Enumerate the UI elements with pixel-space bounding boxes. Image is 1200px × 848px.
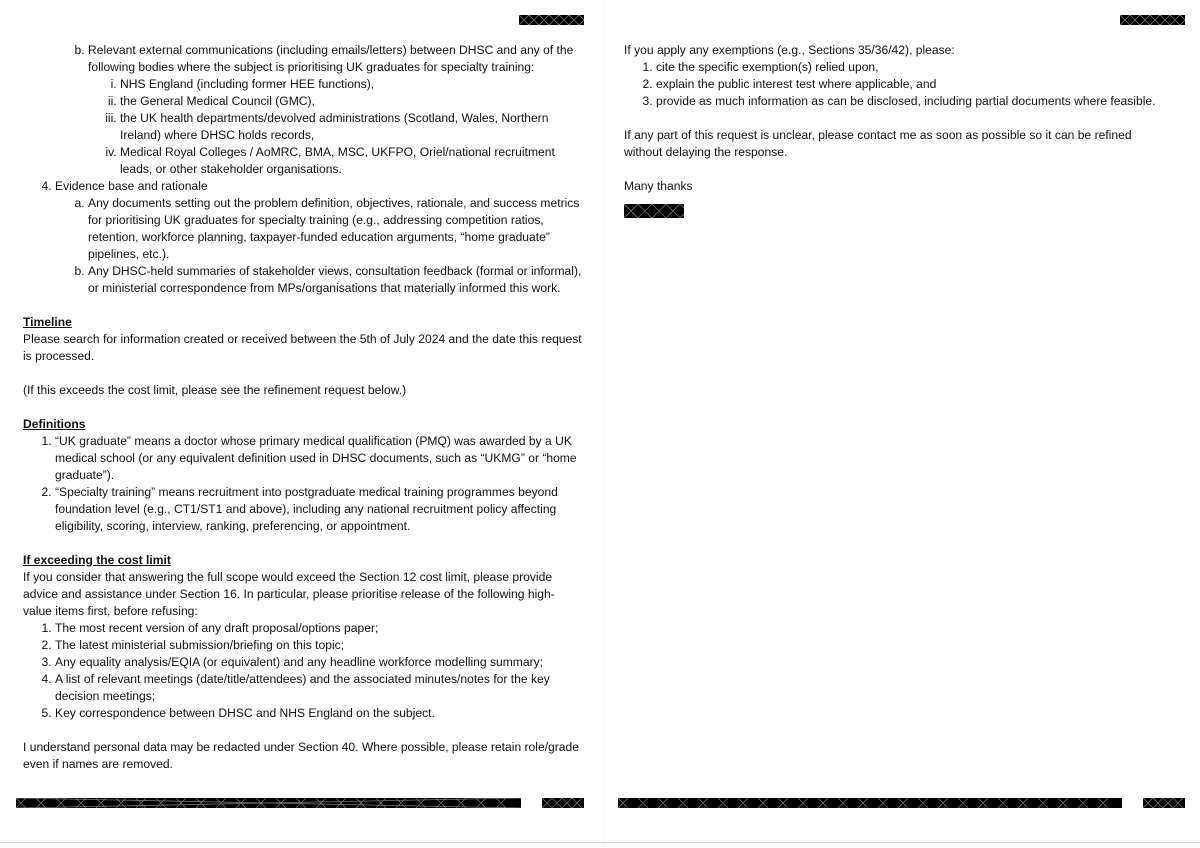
timeline-note: (If this exceeds the cost limit, please see the refinement request below.)	[23, 383, 407, 397]
item-b-text: Relevant external communications (including emails/letters) between DHSC and any of the following bodies where the subject is prioritising UK graduates for specialty training:	[88, 43, 574, 74]
bodies-list	[88, 76, 583, 178]
definitions-heading: Definitions	[23, 417, 86, 431]
list-item: iv. Medical Royal Colleges / AoMRC, BMA, MSC, UKFPO, Oriel/national recruitment leads, or other stakeholder organisations.	[120, 144, 583, 178]
signoff-text: Many thanks	[624, 179, 693, 193]
list-item: 3. provide as much information as can be disclosed, including partial documents where feasible.	[656, 93, 1164, 110]
list-item	[55, 178, 583, 297]
list-item: b. Any DHSC-held summaries of stakeholder views, consultation feedback (formal or informal), or ministerial correspondence from MPs/organisations that materially informed this work.	[88, 263, 583, 297]
definitions-list	[23, 433, 583, 535]
bottom-edge	[0, 842, 1200, 843]
cost-limit-heading: If exceeding the cost limit	[23, 553, 171, 567]
footer-redaction-left-short	[542, 798, 584, 808]
header-redaction-right	[1120, 15, 1185, 25]
list-item: ii. the General Medical Council (GMC),	[120, 93, 583, 110]
list-item: 2. explain the public interest test where applicable, and	[656, 76, 1164, 93]
item-4-title: Evidence base and rationale	[55, 179, 208, 193]
exemptions-list	[624, 59, 1164, 110]
request-list-item-4	[23, 178, 583, 297]
unclear-text: If any part of this request is unclear, please contact me as soon as possible so it can be refined without delaying the response.	[624, 128, 1132, 159]
list-item: 5. Key correspondence between DHSC and NHS England on the subject.	[55, 705, 583, 722]
footer-redaction-right-long	[618, 798, 1122, 808]
list-item: i. NHS England (including former HEE functions),	[120, 76, 583, 93]
list-item: a. Any documents setting out the problem definition, objectives, rationale, and success metrics for prioritising UK graduates for specialty training (e.g., addressing competition ratios, retention, workforce planning, taxpayer-funded education arguments, “home graduate” pipelines, etc.).	[88, 195, 583, 263]
exemptions-intro: If you apply any exemptions (e.g., Sections 35/36/42), please:	[624, 43, 955, 57]
signature-redaction	[624, 204, 684, 218]
request-sublist-b	[23, 42, 583, 178]
priority-items-list	[23, 620, 583, 722]
list-item: 1. The most recent version of any draft proposal/options paper;	[55, 620, 583, 637]
header-redaction-left	[519, 15, 584, 25]
footer-redaction-left-long	[16, 798, 521, 808]
personal-data-text: I understand personal data may be redacted under Section 40. Where possible, please retain role/grade even if names are removed.	[23, 740, 579, 771]
left-page-body	[23, 42, 583, 773]
evidence-sublist	[55, 195, 583, 297]
list-item: 3. Any equality analysis/EQIA (or equivalent) and any headline workforce modelling summary;	[55, 654, 583, 671]
cost-limit-text: If you consider that answering the full scope would exceed the Section 12 cost limit, please provide advice and assistance under Section 16. In particular, please prioritise release of the following high-value items first, before refusing:	[23, 570, 555, 618]
footer-redaction-right-short	[1143, 798, 1185, 808]
list-item	[88, 42, 583, 178]
right-page-body	[624, 42, 1164, 218]
list-item: 2. “Specialty training” means recruitment into postgraduate medical training programmes beyond foundation level (e.g., CT1/ST1 and above), including any national recruitment policy affecting eligibility, scoring, interview, ranking, preferencing, or appointment.	[55, 484, 583, 535]
timeline-text: Please search for information created or received between the 5th of July 2024 and the date this request is processed.	[23, 332, 582, 363]
list-item: 2. The latest ministerial submission/briefing on this topic;	[55, 637, 583, 654]
list-item: 4. A list of relevant meetings (date/title/attendees) and the associated minutes/notes for the key decision meetings;	[55, 671, 583, 705]
list-item: 1. “UK graduate” means a doctor whose primary medical qualification (PMQ) was awarded by a UK medical school (or any equivalent definition used in DHSC documents, such as “UKMG” or “home graduate”).	[55, 433, 583, 484]
timeline-heading: Timeline	[23, 315, 72, 329]
list-item: iii. the UK health departments/devolved administrations (Scotland, Wales, Northern Ireland) where DHSC holds records,	[120, 110, 583, 144]
list-item: 1. cite the specific exemption(s) relied upon,	[656, 59, 1164, 76]
